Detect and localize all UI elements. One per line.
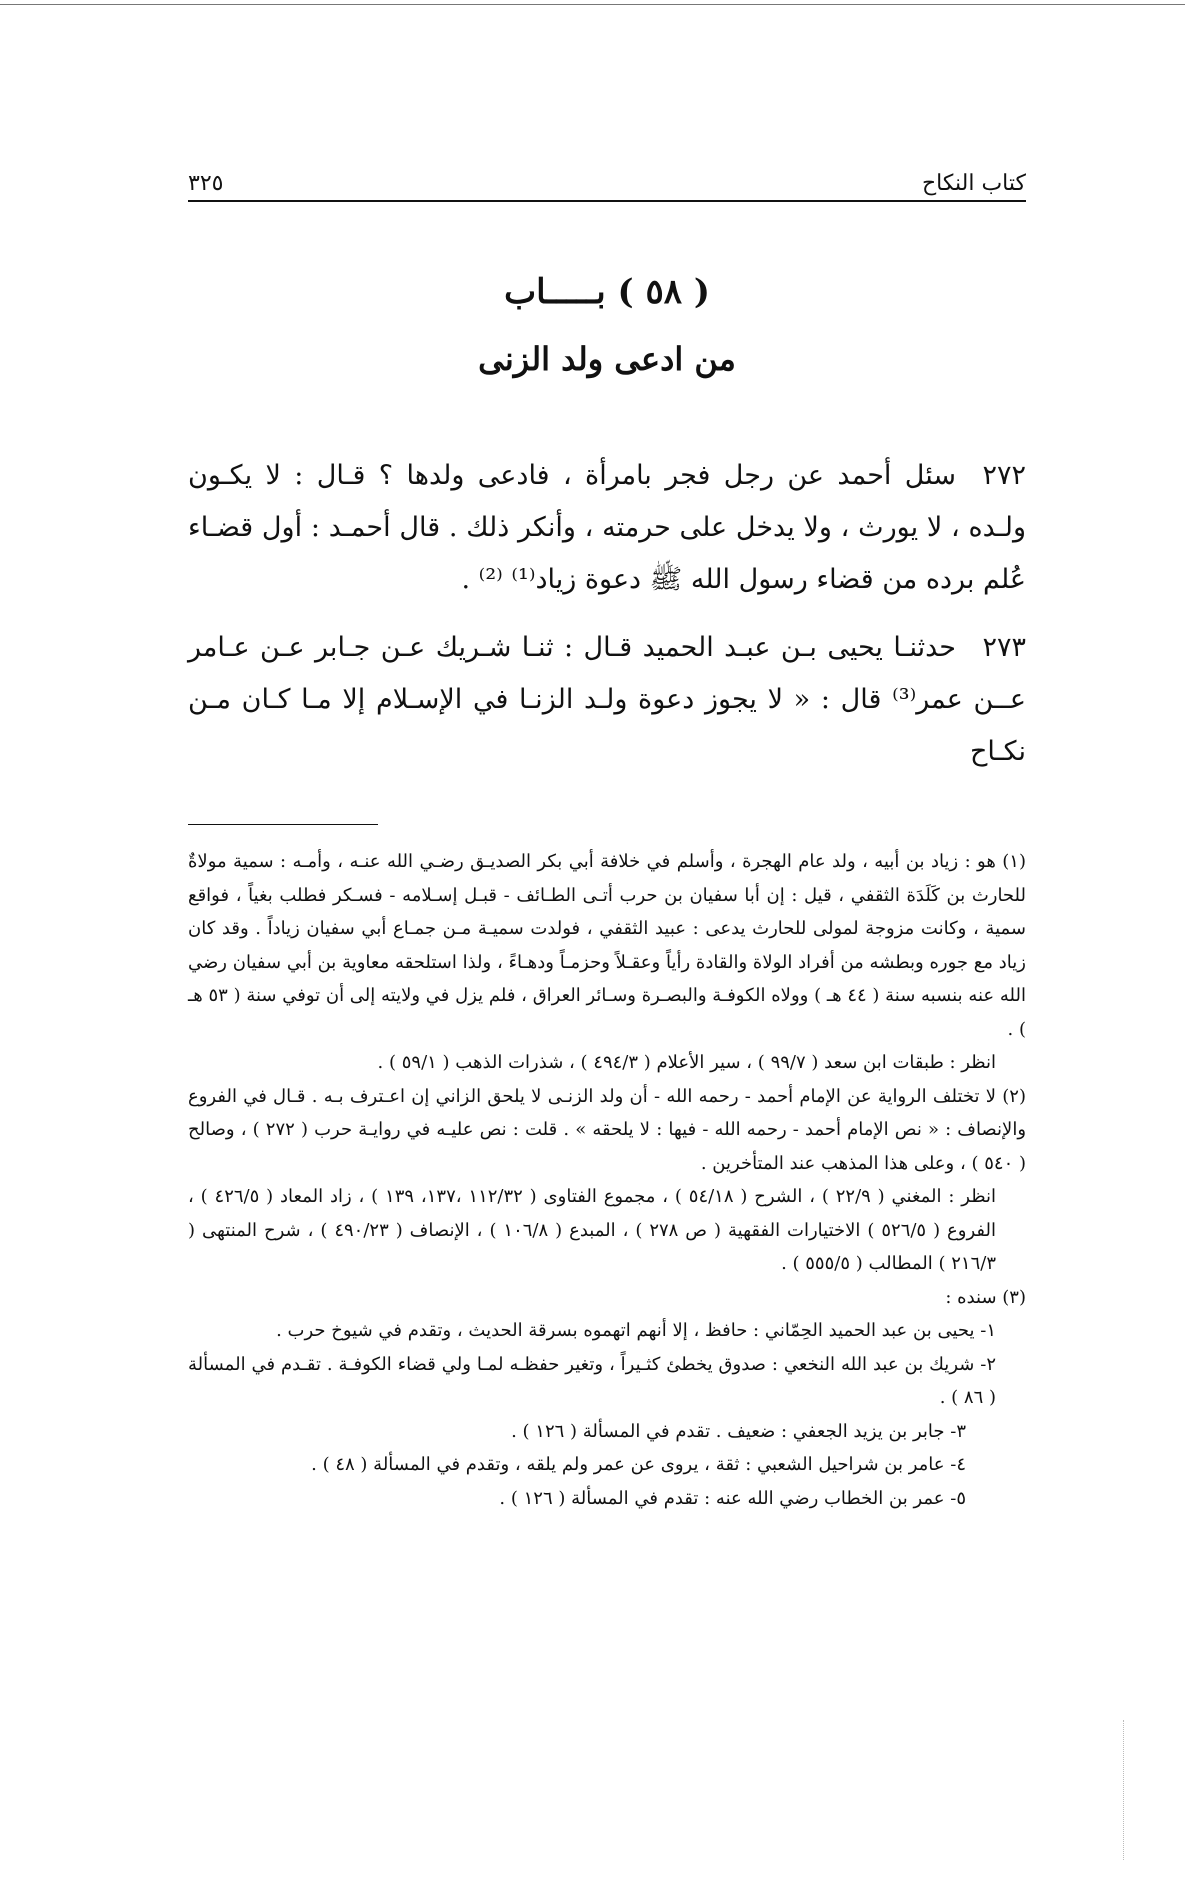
footnote-3-narrator-3: ٣- جابر بن يزيد الجعفي : ضعيف . تقدم في المسألة ( ١٢٦ ) . [511, 1420, 966, 1442]
chapter-label: كتاب النكاح [921, 171, 1026, 196]
footnote-3-narrator-2: ٢- شريك بن عبد الله النخعي : صدوق يخطئ كثـيراً ، وتغير حفظـه لمـا ولي قضاء الكوفـة . تقـدم في المسألة ( ٨٦ ) . [188, 1353, 996, 1408]
scan-artifact [1123, 1720, 1125, 1860]
book-page [188, 160, 1026, 1515]
entry-text: سئل أحمد عن رجل فجر بامرأة ، فادعى ولدها ؟ قـال : لا يكـون ولـده ، لا يورث ، ولا يدخل على حرمته ، وأنكر ذلك . قال أحمـد : أول قضـاء عُلم برده من قضاء رسول الله ﷺ دعوة زياد⁽¹⁾ ⁽²⁾ . [188, 460, 1026, 595]
footnote-separator [188, 824, 378, 825]
running-header [188, 160, 1026, 202]
footnote-3: (٣) سنده : [945, 1286, 1026, 1308]
entry-text: حدثنـا يحيى بـن عبـد الحميد قـال : ثنـا شـريك عـن جـابر عـن عـامر عــن عمر⁽³⁾ قال : « لا يجوز دعوة ولـد الزنـا في الإسـلام إلا مـا كـان مـن نكـاح [188, 632, 1026, 767]
entry-number: ٢٧٢ [982, 460, 1026, 491]
entry-273 [188, 622, 1026, 778]
chapter-number: ( ٥٨ ) بـــــاب [504, 272, 710, 312]
footnote-3-narrator-4: ٤- عامر بن شراحيل الشعبي : ثقة ، يروى عن عمر ولم يلقه ، وتقدم في المسألة ( ٤٨ ) . [311, 1454, 966, 1475]
footnote-2-references: انظر : المغني ( ٢٢/٩ ) ، الشرح ( ٥٤/١٨ ) ، مجموع الفتاوى ( ١١٢/٣٢ ،١٣٧، ١٣٩ ) ، زاد المعاد ( ٤٢٦/٥ ) ، الفروع ( ٥٢٦/٥ ) الاختيارات الفقهية ( ص ٢٧٨ ) ، المبدع ( ١٠٦/٨ ) ، الإنصاف ( ٤٩٠/٢٣ ) ، شرح المنتهى ( ٢١٦/٣ ) المطالب ( ٥٥٥/٥ ) . [188, 1186, 997, 1274]
footnotes [188, 845, 1026, 1515]
top-border-line [0, 4, 1185, 5]
page-number: ٣٢٥ [188, 171, 224, 196]
chapter-title: من ادعى ولد الزنى [478, 340, 736, 378]
footnote-3-narrator-1: ١- يحيى بن عبد الحميد الحِمّاني : حافظ ، إلا أنهم اتهموه بسرقة الحديث ، وتقدم في شيوخ حرب . [276, 1320, 996, 1341]
chapter-heading [188, 272, 1026, 378]
footnote-1-references: انظر : طبقات ابن سعد ( ٩٩/٧ ) ، سير الأعلام ( ٤٩٤/٣ ) ، شذرات الذهب ( ٥٩/١ ) . [377, 1052, 996, 1073]
footnote-2: (٢) لا تختلف الرواية عن الإمام أحمد - رحمه الله - أن ولد الزنـى لا يلحق الزاني إن اعـترف بـه . قـال في الفروع والإنصاف : « نص الإمام أحمد - رحمه الله - فيها : لا يلحقه » . قلت : نص عليـه في روايـة حرب ( ٢٧٢ ) ، وصالح ( ٥٤٠ ) ، وعلى هذا المذهب عند المتأخرين . [188, 1085, 1027, 1174]
footnote-3-narrator-5: ٥- عمر بن الخطاب رضي الله عنه : تقدم في المسألة ( ١٢٦ ) . [499, 1487, 966, 1509]
footnote-1: (١) هو : زياد بن أبيه ، ولد عام الهجرة ، وأسلم في خلافة أبي بكر الصديـق رضـي الله عنـه ، وأمـه : سمية مولاةٌ للحارث بن كَلَدَة الثقفي ، قيل : إن أبا سفيان بن حرب أتـى الطـائف - قبـل إسـلامه - فسـكر فطلب بغياً ، فواقع سمية ، وكانت مزوجة لمولى للحارث يدعى : عبيد الثقفي ، فولدت سميـة مـن جمـاع أبي سفيان زياداً . وقد كان زياد مع جوره وبطشه من أفراد الولاة والقادة رأياً وعقـلاً وحزمـاً ودهـاءً ، ولذا استلحقه معاوية بن أبي سفيان رضي الله عنه بنسبه سنة ( ٤٤ هـ ) وولاه الكوفـة والبصـرة وسـائر العراق ، فلم يزل في ولايته إلى أن توفي سنة ( ٥٣ هـ ) . [188, 851, 1026, 1040]
entry-272 [188, 450, 1026, 606]
main-text [188, 450, 1026, 778]
entry-number: ٢٧٣ [982, 632, 1026, 663]
